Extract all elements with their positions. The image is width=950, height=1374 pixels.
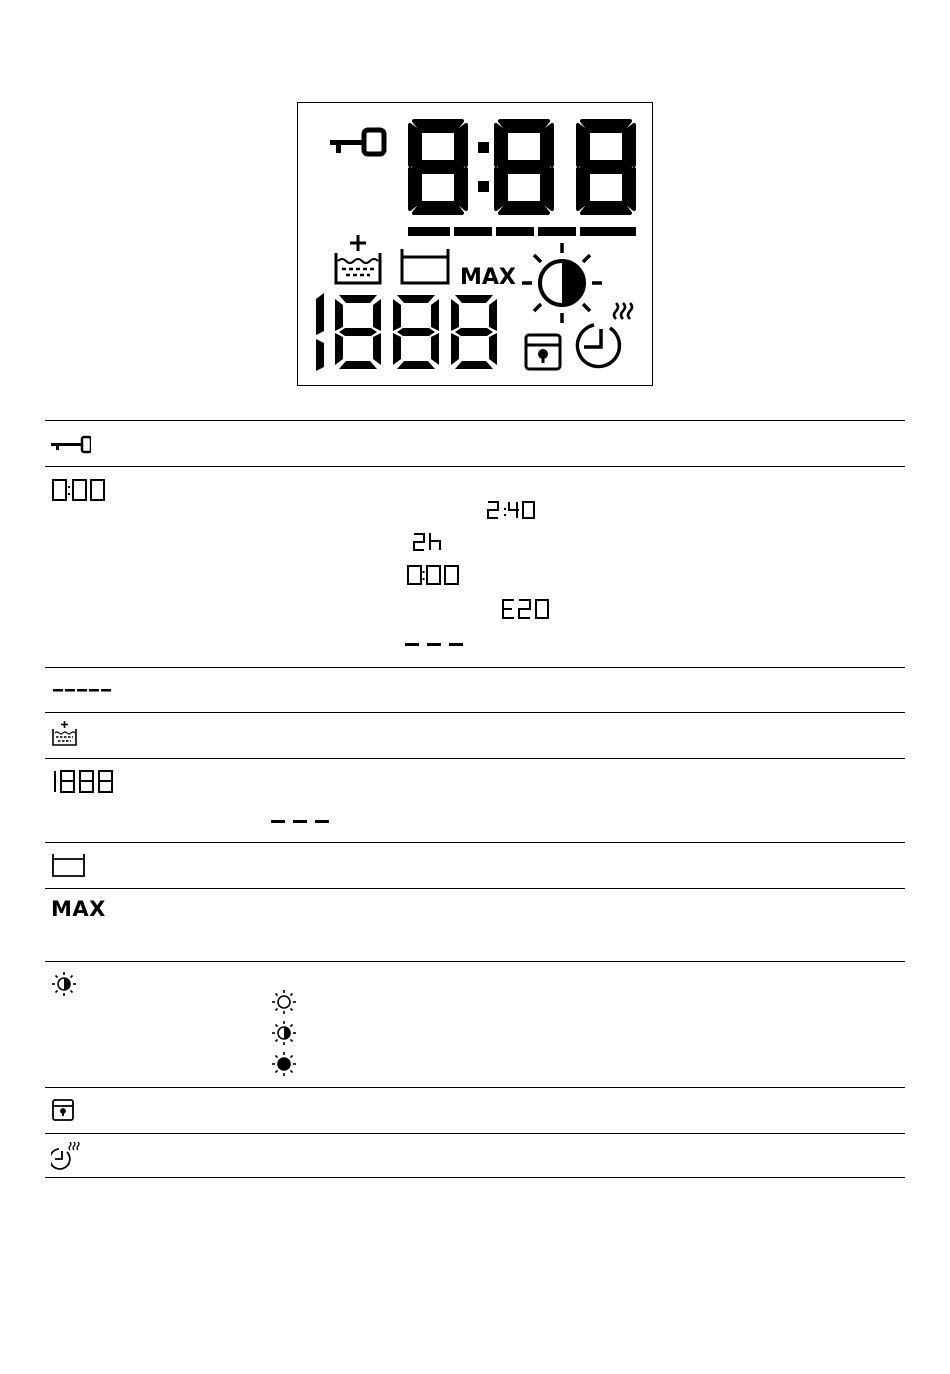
example-e20-icon bbox=[500, 597, 556, 621]
brightness-icon bbox=[522, 243, 602, 323]
legend-row-rinse-aid bbox=[45, 842, 905, 888]
legend-row-child-lock bbox=[45, 1087, 905, 1133]
brightness-low-icon bbox=[271, 989, 297, 1015]
salt-refill-icon bbox=[51, 720, 79, 748]
example-dashes-icon bbox=[405, 640, 467, 650]
max-label: MAX bbox=[460, 265, 516, 290]
time-display-icon bbox=[51, 478, 111, 504]
brightness-icon bbox=[51, 971, 77, 997]
legend-row-program-bars bbox=[45, 667, 905, 712]
program-bars-icon bbox=[51, 686, 113, 696]
legend-row-key-lock bbox=[45, 420, 905, 466]
airdry-icon bbox=[577, 303, 632, 367]
legend-table bbox=[45, 420, 905, 1178]
brightness-medium-icon bbox=[271, 1020, 297, 1046]
brightness-high-icon bbox=[271, 1051, 297, 1077]
child-lock-icon bbox=[51, 1098, 77, 1124]
airdry-icon bbox=[51, 1142, 81, 1170]
legend-row-salt-refill bbox=[45, 712, 905, 758]
legend-row-airdry bbox=[45, 1133, 905, 1178]
legend-row-program-number bbox=[45, 758, 905, 842]
rinse-aid-icon bbox=[51, 851, 87, 879]
example-2h-icon bbox=[411, 531, 451, 553]
program-readout bbox=[316, 293, 497, 371]
child-lock-icon bbox=[526, 335, 560, 369]
legend-row-time-display bbox=[45, 466, 905, 667]
legend-row-max bbox=[45, 888, 905, 961]
example-0-00-icon bbox=[406, 563, 462, 587]
legend-row-brightness bbox=[45, 961, 905, 1087]
program-number-icon bbox=[51, 769, 115, 797]
example-2-40-icon bbox=[486, 499, 536, 521]
rinse-aid-icon bbox=[402, 249, 448, 283]
key-lock-icon bbox=[330, 130, 384, 154]
key-lock-icon bbox=[51, 433, 91, 455]
display-panel bbox=[297, 102, 653, 386]
progress-bars bbox=[408, 227, 636, 236]
max-label: MAX bbox=[51, 897, 106, 921]
example-dashes-icon bbox=[271, 817, 333, 827]
time-readout bbox=[410, 121, 634, 213]
salt-refill-icon bbox=[336, 235, 380, 283]
